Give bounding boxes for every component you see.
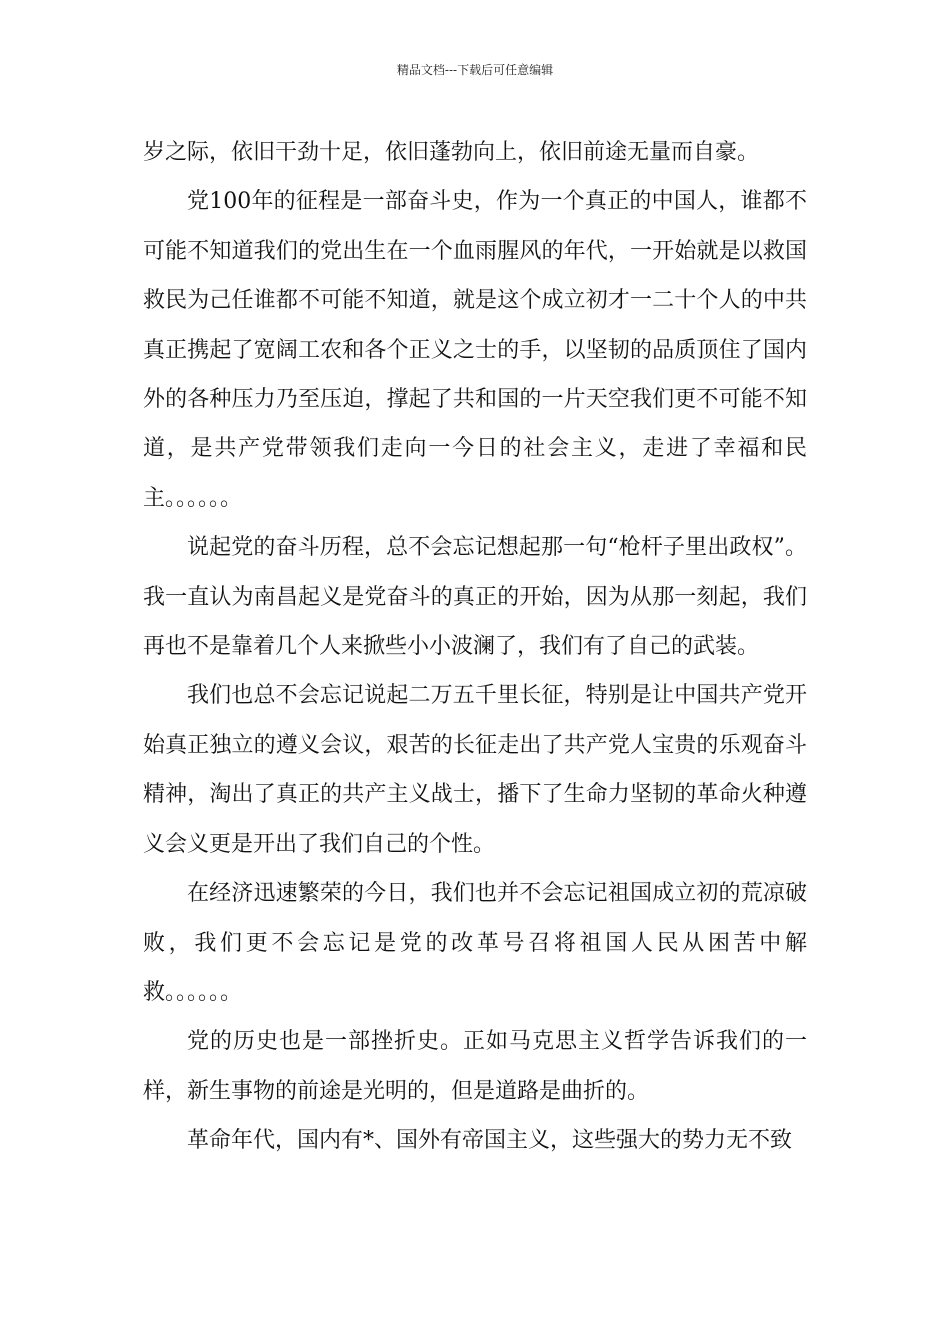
paragraph-1: 岁之际，依旧干劲十足，依旧蓬勃向上，依旧前途无量而自豪。 [143, 140, 760, 165]
paragraph-3: 说起党的奋斗历程，总不会忘记想起那一句“枪杆子里出政权”。我一直认为南昌起义是党奋斗的真正的开始，因为从那一刻起，我们再也不是靠着几个人来掀些小小波澜了，我们有了自己的武装。 [143, 535, 807, 660]
paragraph-5: 在经济迅速繁荣的今日，我们也并不会忘记祖国成立初的荒凉破败，我们更不会忘记是党的改革号召将祖国人民从困苦中解救。。。。。。 [143, 881, 807, 1005]
page-header: 精品文档---下载后可任意编辑 [396, 63, 554, 77]
paragraph-6: 党的历史也是一部挫折史。正如马克思主义哲学告诉我们的一样，新生事物的前途是光明的，但是道路是曲折的。 [143, 1029, 807, 1104]
paragraph-2: 党100年的征程是一部奋斗史，作为一个真正的中国人，谁都不可能不知道我们的党出生在一个血雨腥风的年代，一开始就是以救国救民为己任谁都不可能不知道，就是这个成立初才一二十个人的中共真正携起了宽阔工农和各个正义之士的手，以坚韧的品质顶住了国内外的各种压力乃至压迫，撑起了共和国的一片天空我们更不可能不知道，是共产党带领我们走向一今日的社会主义，走进了幸福和民主。。。。。。 [143, 189, 807, 511]
paragraph-4: 我们也总不会忘记说起二万五千里长征，特别是让中国共产党开始真正独立的遵义会议，艰苦的长征走出了共产党人宝贵的乐观奋斗精神，淘出了真正的共产主义战士，播下了生命力坚韧的革命火种遵义会义更是开出了我们自己的个性。 [143, 683, 807, 857]
document-body [143, 128, 807, 1166]
paragraph-7: 革命年代，国内有*、国外有帝国主义，这些强大的势力无不致 [187, 1128, 793, 1154]
